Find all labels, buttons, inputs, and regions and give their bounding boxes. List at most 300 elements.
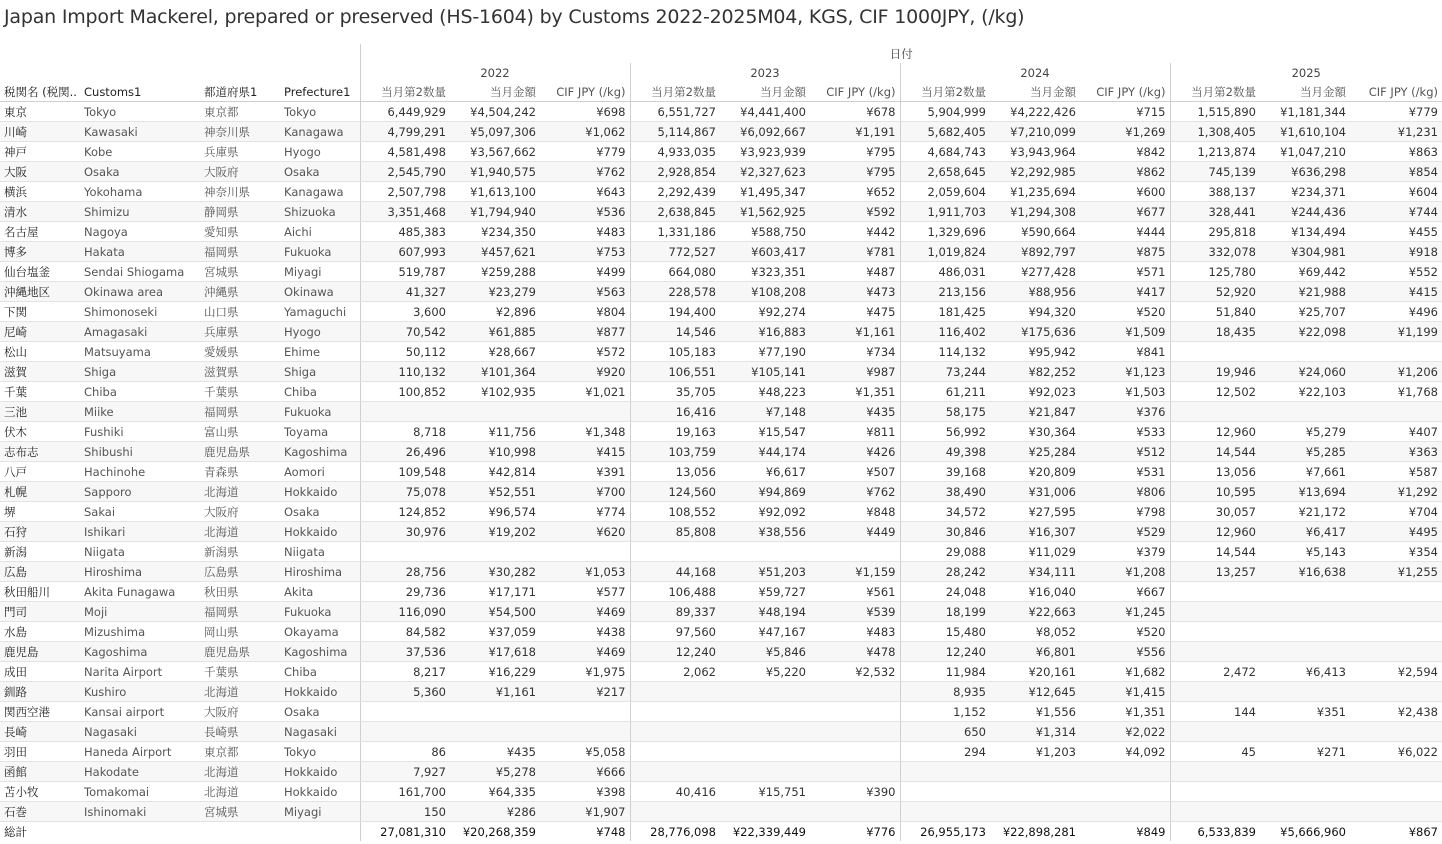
customs-name-jp[interactable]: 成田 [0, 662, 80, 682]
cell-2022-cif-per-kg[interactable]: ¥572 [540, 342, 630, 362]
cell-2024-amount[interactable]: ¥95,942 [990, 342, 1080, 362]
cell-2023-cif-per-kg[interactable] [810, 742, 900, 762]
prefecture-jp[interactable]: 神奈川県 [200, 182, 280, 202]
cell-2025-cif-per-kg[interactable]: ¥1,199 [1350, 322, 1442, 342]
customs-name-en[interactable]: Ishikari [80, 522, 200, 542]
prefecture-en[interactable]: Hokkaido [280, 682, 360, 702]
cell-2025-quantity[interactable]: 13,056 [1170, 462, 1260, 482]
customs-name-jp[interactable]: 神戸 [0, 142, 80, 162]
year-header-2023[interactable]: 2023 [630, 63, 900, 82]
cell-2024-amount[interactable]: ¥27,595 [990, 502, 1080, 522]
cell-2022-quantity[interactable]: 50,112 [360, 342, 450, 362]
customs-name-jp[interactable]: 函館 [0, 762, 80, 782]
prefecture-jp[interactable]: 愛媛県 [200, 342, 280, 362]
cell-2024-quantity[interactable]: 1,019,824 [900, 242, 990, 262]
cell-2024-cif-per-kg[interactable] [1080, 782, 1170, 802]
cell-2023-cif-per-kg[interactable]: ¥795 [810, 142, 900, 162]
customs-name-jp[interactable]: 東京 [0, 102, 80, 122]
cell-2022-cif-per-kg[interactable]: ¥499 [540, 262, 630, 282]
customs-name-jp[interactable]: 博多 [0, 242, 80, 262]
cell-2022-cif-per-kg[interactable]: ¥1,348 [540, 422, 630, 442]
cell-2022-amount[interactable]: ¥435 [450, 742, 540, 762]
prefecture-jp[interactable]: 北海道 [200, 762, 280, 782]
cell-2024-cif-per-kg[interactable]: ¥556 [1080, 642, 1170, 662]
cell-2023-quantity[interactable]: 106,488 [630, 582, 720, 602]
cell-2023-quantity[interactable]: 19,163 [630, 422, 720, 442]
cell-2022-cif-per-kg[interactable]: ¥1,053 [540, 562, 630, 582]
customs-name-jp[interactable]: 清水 [0, 202, 80, 222]
cell-2025-amount[interactable]: ¥271 [1260, 742, 1350, 762]
column-header-2024-quantity[interactable]: 当月第2数量 [900, 82, 990, 102]
cell-2022-quantity[interactable]: 109,548 [360, 462, 450, 482]
cell-2025-amount[interactable] [1260, 782, 1350, 802]
cell-2022-quantity[interactable]: 519,787 [360, 262, 450, 282]
cell-2024-quantity[interactable]: 24,048 [900, 582, 990, 602]
cell-2024-amount[interactable]: ¥94,320 [990, 302, 1080, 322]
cell-2025-cif-per-kg[interactable] [1350, 602, 1442, 622]
cell-2022-quantity[interactable]: 3,600 [360, 302, 450, 322]
cell-2025-amount[interactable]: ¥351 [1260, 702, 1350, 722]
cell-2023-cif-per-kg[interactable]: ¥507 [810, 462, 900, 482]
cell-2024-quantity[interactable]: 56,992 [900, 422, 990, 442]
cell-2024-quantity[interactable]: 4,684,743 [900, 142, 990, 162]
cell-2023-quantity[interactable]: 97,560 [630, 622, 720, 642]
column-header-2022-cif-per-kg[interactable]: CIF JPY (/kg) [540, 82, 630, 102]
cell-2022-quantity[interactable]: 26,496 [360, 442, 450, 462]
cell-2023-amount[interactable] [720, 702, 810, 722]
prefecture-en[interactable]: Aichi [280, 222, 360, 242]
cell-2024-quantity[interactable]: 2,658,645 [900, 162, 990, 182]
cell-2023-amount[interactable]: ¥5,846 [720, 642, 810, 662]
customs-name-en[interactable]: Kobe [80, 142, 200, 162]
cell-2022-cif-per-kg[interactable]: ¥620 [540, 522, 630, 542]
cell-2025-quantity[interactable] [1170, 582, 1260, 602]
cell-2024-cif-per-kg[interactable]: ¥1,503 [1080, 382, 1170, 402]
cell-2025-amount[interactable]: ¥7,661 [1260, 462, 1350, 482]
cell-2025-amount[interactable]: ¥16,638 [1260, 562, 1350, 582]
cell-2024-amount[interactable]: ¥20,809 [990, 462, 1080, 482]
cell-2024-amount[interactable] [990, 802, 1080, 822]
cell-2022-cif-per-kg[interactable]: ¥643 [540, 182, 630, 202]
prefecture-jp[interactable]: 北海道 [200, 522, 280, 542]
cell-2025-quantity[interactable]: 51,840 [1170, 302, 1260, 322]
cell-2023-quantity[interactable]: 103,759 [630, 442, 720, 462]
cell-2024-cif-per-kg[interactable]: ¥520 [1080, 302, 1170, 322]
column-header-2023-cif-per-kg[interactable]: CIF JPY (/kg) [810, 82, 900, 102]
cell-2024-cif-per-kg[interactable]: ¥1,123 [1080, 362, 1170, 382]
customs-name-jp[interactable]: 新潟 [0, 542, 80, 562]
cell-2025-quantity[interactable]: 332,078 [1170, 242, 1260, 262]
cell-2023-amount[interactable] [720, 542, 810, 562]
cell-2024-cif-per-kg[interactable]: ¥531 [1080, 462, 1170, 482]
cell-2023-amount[interactable]: ¥2,327,623 [720, 162, 810, 182]
cell-2024-cif-per-kg[interactable]: ¥529 [1080, 522, 1170, 542]
cell-2023-amount[interactable] [720, 762, 810, 782]
cell-2023-amount[interactable]: ¥51,203 [720, 562, 810, 582]
prefecture-jp[interactable]: 北海道 [200, 782, 280, 802]
cell-2023-cif-per-kg[interactable]: ¥652 [810, 182, 900, 202]
cell-2023-cif-per-kg[interactable]: ¥487 [810, 262, 900, 282]
cell-2025-quantity[interactable]: 2,472 [1170, 662, 1260, 682]
cell-2024-quantity[interactable]: 34,572 [900, 502, 990, 522]
cell-2025-amount[interactable]: ¥22,103 [1260, 382, 1350, 402]
cell-2022-quantity[interactable]: 27,081,310 [360, 822, 450, 842]
customs-name-en[interactable]: Haneda Airport [80, 742, 200, 762]
cell-2024-quantity[interactable]: 30,846 [900, 522, 990, 542]
cell-2023-cif-per-kg[interactable]: ¥1,159 [810, 562, 900, 582]
cell-2023-cif-per-kg[interactable] [810, 762, 900, 782]
customs-name-jp[interactable]: 石巻 [0, 802, 80, 822]
cell-2023-amount[interactable]: ¥588,750 [720, 222, 810, 242]
cell-2022-amount[interactable]: ¥259,288 [450, 262, 540, 282]
customs-name-en[interactable]: Kansai airport [80, 702, 200, 722]
cell-2025-cif-per-kg[interactable]: ¥363 [1350, 442, 1442, 462]
cell-2023-cif-per-kg[interactable]: ¥1,351 [810, 382, 900, 402]
cell-2024-cif-per-kg[interactable]: ¥1,682 [1080, 662, 1170, 682]
cell-2022-quantity[interactable]: 30,976 [360, 522, 450, 542]
cell-2025-quantity[interactable] [1170, 782, 1260, 802]
cell-2022-amount[interactable]: ¥61,885 [450, 322, 540, 342]
cell-2022-quantity[interactable]: 8,217 [360, 662, 450, 682]
customs-name-en[interactable]: Niigata [80, 542, 200, 562]
customs-name-en[interactable]: Yokohama [80, 182, 200, 202]
cell-2025-quantity[interactable] [1170, 762, 1260, 782]
cell-2022-amount[interactable]: ¥10,998 [450, 442, 540, 462]
cell-2023-quantity[interactable] [630, 802, 720, 822]
cell-2024-cif-per-kg[interactable]: ¥875 [1080, 242, 1170, 262]
cell-2025-amount[interactable]: ¥13,694 [1260, 482, 1350, 502]
cell-2023-amount[interactable]: ¥6,092,667 [720, 122, 810, 142]
cell-2022-quantity[interactable]: 37,536 [360, 642, 450, 662]
cell-2022-amount[interactable] [450, 702, 540, 722]
cell-2025-cif-per-kg[interactable]: ¥6,022 [1350, 742, 1442, 762]
year-header-2025[interactable]: 2025 [1291, 65, 1321, 80]
cell-2022-cif-per-kg[interactable]: ¥438 [540, 622, 630, 642]
prefecture-en[interactable]: Hyogo [280, 322, 360, 342]
prefecture-jp[interactable]: 福岡県 [200, 602, 280, 622]
customs-name-en[interactable]: Miike [80, 402, 200, 422]
customs-name-jp[interactable]: 関西空港 [0, 702, 80, 722]
prefecture-en[interactable]: Ehime [280, 342, 360, 362]
cell-2024-amount[interactable]: ¥590,664 [990, 222, 1080, 242]
cell-2022-amount[interactable]: ¥101,364 [450, 362, 540, 382]
prefecture-en[interactable]: Nagasaki [280, 722, 360, 742]
cell-2025-quantity[interactable]: 388,137 [1170, 182, 1260, 202]
cell-2024-quantity[interactable] [900, 762, 990, 782]
cell-2024-cif-per-kg[interactable]: ¥1,509 [1080, 322, 1170, 342]
cell-2023-cif-per-kg[interactable]: ¥776 [810, 822, 900, 842]
cell-2024-cif-per-kg[interactable]: ¥520 [1080, 622, 1170, 642]
cell-2025-amount[interactable]: ¥1,181,344 [1260, 102, 1350, 122]
cell-2023-quantity[interactable]: 1,331,186 [630, 222, 720, 242]
prefecture-jp[interactable]: 福岡県 [200, 242, 280, 262]
cell-2023-amount[interactable]: ¥4,441,400 [720, 102, 810, 122]
prefecture-jp[interactable]: 大阪府 [200, 702, 280, 722]
cell-2022-amount[interactable]: ¥52,551 [450, 482, 540, 502]
cell-2023-cif-per-kg[interactable]: ¥2,532 [810, 662, 900, 682]
cell-2025-quantity[interactable]: 295,818 [1170, 222, 1260, 242]
prefecture-jp[interactable]: 大阪府 [200, 502, 280, 522]
year-header-2022[interactable]: 2022 [360, 63, 630, 82]
cell-2025-amount[interactable]: ¥69,442 [1260, 262, 1350, 282]
cell-2025-quantity[interactable]: 14,544 [1170, 442, 1260, 462]
prefecture-en[interactable]: Aomori [280, 462, 360, 482]
cell-2023-amount[interactable]: ¥22,339,449 [720, 822, 810, 842]
cell-2022-amount[interactable]: ¥286 [450, 802, 540, 822]
cell-2025-quantity[interactable] [1170, 802, 1260, 822]
prefecture-en[interactable]: Chiba [280, 662, 360, 682]
cell-2024-quantity[interactable]: 38,490 [900, 482, 990, 502]
cell-2025-amount[interactable]: ¥636,298 [1260, 162, 1350, 182]
cell-2023-cif-per-kg[interactable]: ¥811 [810, 422, 900, 442]
cell-2025-cif-per-kg[interactable] [1350, 582, 1442, 602]
cell-2025-cif-per-kg[interactable] [1350, 782, 1442, 802]
cell-2023-quantity[interactable]: 4,933,035 [630, 142, 720, 162]
customs-name-en[interactable]: Chiba [80, 382, 200, 402]
cell-2024-amount[interactable]: ¥1,556 [990, 702, 1080, 722]
cell-2024-amount[interactable]: ¥21,847 [990, 402, 1080, 422]
cell-2024-cif-per-kg[interactable]: ¥1,208 [1080, 562, 1170, 582]
cell-2024-amount[interactable]: ¥34,111 [990, 562, 1080, 582]
cell-2025-cif-per-kg[interactable] [1350, 722, 1442, 742]
cell-2022-amount[interactable]: ¥54,500 [450, 602, 540, 622]
cell-2022-quantity[interactable]: 75,078 [360, 482, 450, 502]
cell-2025-amount[interactable] [1260, 622, 1350, 642]
cell-2023-quantity[interactable]: 108,552 [630, 502, 720, 522]
column-header-customs-en[interactable]: Customs1 [80, 82, 200, 102]
cell-2024-amount[interactable]: ¥31,006 [990, 482, 1080, 502]
prefecture-jp[interactable]: 東京都 [200, 102, 280, 122]
column-header-customs-jp[interactable]: 税関名 (税関.. [0, 82, 80, 102]
cell-2023-quantity[interactable]: 106,551 [630, 362, 720, 382]
cell-2025-cif-per-kg[interactable] [1350, 342, 1442, 362]
cell-2024-cif-per-kg[interactable]: ¥417 [1080, 282, 1170, 302]
cell-2023-quantity[interactable] [630, 762, 720, 782]
cell-2024-cif-per-kg[interactable]: ¥571 [1080, 262, 1170, 282]
cell-2024-amount[interactable]: ¥25,284 [990, 442, 1080, 462]
cell-2025-amount[interactable]: ¥1,610,104 [1260, 122, 1350, 142]
customs-name-en[interactable]: Shibushi [80, 442, 200, 462]
cell-2024-amount[interactable]: ¥1,235,694 [990, 182, 1080, 202]
cell-2023-amount[interactable]: ¥3,923,939 [720, 142, 810, 162]
prefecture-jp[interactable]: 兵庫県 [200, 322, 280, 342]
cell-2025-amount[interactable] [1260, 342, 1350, 362]
cell-2025-cif-per-kg[interactable] [1350, 682, 1442, 702]
prefecture-jp[interactable]: 山口県 [200, 302, 280, 322]
cell-2023-cif-per-kg[interactable]: ¥1,191 [810, 122, 900, 142]
cell-2023-cif-per-kg[interactable]: ¥475 [810, 302, 900, 322]
cell-2023-quantity[interactable]: 14,546 [630, 322, 720, 342]
cell-2024-amount[interactable]: ¥92,023 [990, 382, 1080, 402]
cell-2022-quantity[interactable]: 6,449,929 [360, 102, 450, 122]
prefecture-en[interactable]: Akita [280, 582, 360, 602]
cell-2022-quantity[interactable]: 2,507,798 [360, 182, 450, 202]
cell-2024-quantity[interactable]: 18,199 [900, 602, 990, 622]
cell-2025-cif-per-kg[interactable]: ¥867 [1350, 822, 1442, 842]
customs-name-jp[interactable]: 水島 [0, 622, 80, 642]
cell-2023-amount[interactable]: ¥77,190 [720, 342, 810, 362]
cell-2024-cif-per-kg[interactable]: ¥862 [1080, 162, 1170, 182]
prefecture-jp[interactable]: 長崎県 [200, 722, 280, 742]
prefecture-jp[interactable]: 千葉県 [200, 382, 280, 402]
cell-2022-cif-per-kg[interactable]: ¥748 [540, 822, 630, 842]
cell-2023-cif-per-kg[interactable] [810, 722, 900, 742]
prefecture-en[interactable]: Niigata [280, 542, 360, 562]
customs-name-en[interactable]: Kawasaki [80, 122, 200, 142]
cell-2024-quantity[interactable] [900, 782, 990, 802]
cell-2023-quantity[interactable]: 772,527 [630, 242, 720, 262]
cell-2024-amount[interactable]: ¥892,797 [990, 242, 1080, 262]
cell-2025-cif-per-kg[interactable]: ¥552 [1350, 262, 1442, 282]
cell-2024-quantity[interactable]: 486,031 [900, 262, 990, 282]
customs-name-en[interactable]: Hakodate [80, 762, 200, 782]
cell-2023-cif-per-kg[interactable]: ¥390 [810, 782, 900, 802]
prefecture-jp[interactable]: 滋賀県 [200, 362, 280, 382]
customs-name-en[interactable]: Akita Funagawa [80, 582, 200, 602]
cell-2023-amount[interactable]: ¥5,220 [720, 662, 810, 682]
cell-2025-cif-per-kg[interactable]: ¥587 [1350, 462, 1442, 482]
cell-2022-amount[interactable] [450, 402, 540, 422]
cell-2024-amount[interactable]: ¥1,294,308 [990, 202, 1080, 222]
cell-2022-amount[interactable]: ¥19,202 [450, 522, 540, 542]
customs-name-en[interactable]: Osaka [80, 162, 200, 182]
cell-2022-amount[interactable]: ¥20,268,359 [450, 822, 540, 842]
cell-2022-quantity[interactable]: 4,799,291 [360, 122, 450, 142]
cell-2025-quantity[interactable]: 45 [1170, 742, 1260, 762]
cell-2023-amount[interactable] [720, 742, 810, 762]
column-header-2025-cif-per-kg[interactable]: CIF JPY (/kg) [1350, 82, 1442, 102]
cell-2025-amount[interactable] [1260, 802, 1350, 822]
cell-2025-amount[interactable]: ¥6,417 [1260, 522, 1350, 542]
cell-2023-quantity[interactable]: 105,183 [630, 342, 720, 362]
cell-2022-amount[interactable]: ¥2,896 [450, 302, 540, 322]
customs-name-en[interactable]: Mizushima [80, 622, 200, 642]
cell-2022-quantity[interactable]: 29,736 [360, 582, 450, 602]
cell-2024-amount[interactable]: ¥20,161 [990, 662, 1080, 682]
column-header-2022-quantity[interactable]: 当月第2数量 [360, 82, 450, 102]
cell-2022-quantity[interactable]: 100,852 [360, 382, 450, 402]
customs-name-en[interactable]: Nagoya [80, 222, 200, 242]
cell-2023-amount[interactable]: ¥1,562,925 [720, 202, 810, 222]
cell-2022-cif-per-kg[interactable]: ¥469 [540, 602, 630, 622]
cell-2025-quantity[interactable]: 12,960 [1170, 522, 1260, 542]
cell-2022-quantity[interactable]: 110,132 [360, 362, 450, 382]
prefecture-jp[interactable]: 宮城県 [200, 802, 280, 822]
cell-2024-cif-per-kg[interactable]: ¥798 [1080, 502, 1170, 522]
cell-2024-cif-per-kg[interactable]: ¥533 [1080, 422, 1170, 442]
customs-name-en[interactable]: Kushiro [80, 682, 200, 702]
cell-2022-cif-per-kg[interactable]: ¥753 [540, 242, 630, 262]
cell-2025-quantity[interactable]: 30,057 [1170, 502, 1260, 522]
customs-name-en[interactable]: Tomakomai [80, 782, 200, 802]
cell-2022-quantity[interactable]: 84,582 [360, 622, 450, 642]
customs-name-jp[interactable]: 名古屋 [0, 222, 80, 242]
cell-2023-quantity[interactable] [630, 722, 720, 742]
cell-2024-quantity[interactable]: 213,156 [900, 282, 990, 302]
prefecture-jp[interactable]: 富山県 [200, 422, 280, 442]
cell-2025-quantity[interactable]: 144 [1170, 702, 1260, 722]
prefecture-en[interactable]: Okayama [280, 622, 360, 642]
customs-name-jp[interactable]: 門司 [0, 602, 80, 622]
customs-name-en[interactable]: Ishinomaki [80, 802, 200, 822]
cell-2023-quantity[interactable]: 13,056 [630, 462, 720, 482]
cell-2024-cif-per-kg[interactable]: ¥841 [1080, 342, 1170, 362]
cell-2025-cif-per-kg[interactable]: ¥407 [1350, 422, 1442, 442]
cell-2022-quantity[interactable]: 7,927 [360, 762, 450, 782]
cell-2024-amount[interactable]: ¥22,898,281 [990, 822, 1080, 842]
cell-2025-cif-per-kg[interactable]: ¥1,768 [1350, 382, 1442, 402]
customs-name-jp[interactable]: 札幌 [0, 482, 80, 502]
cell-2023-amount[interactable]: ¥16,883 [720, 322, 810, 342]
cell-2024-quantity[interactable]: 58,175 [900, 402, 990, 422]
customs-name-jp[interactable]: 長崎 [0, 722, 80, 742]
cell-2025-quantity[interactable]: 1,308,405 [1170, 122, 1260, 142]
customs-name-jp[interactable]: 八戸 [0, 462, 80, 482]
cell-2025-quantity[interactable]: 1,515,890 [1170, 102, 1260, 122]
customs-name-en[interactable]: Sakai [80, 502, 200, 522]
cell-2024-cif-per-kg[interactable]: ¥849 [1080, 822, 1170, 842]
cell-2023-cif-per-kg[interactable]: ¥561 [810, 582, 900, 602]
cell-2023-quantity[interactable] [630, 702, 720, 722]
cell-2023-quantity[interactable] [630, 742, 720, 762]
cell-2023-quantity[interactable] [630, 542, 720, 562]
cell-2025-cif-per-kg[interactable]: ¥2,594 [1350, 662, 1442, 682]
cell-2022-cif-per-kg[interactable] [540, 402, 630, 422]
customs-name-jp[interactable]: 川崎 [0, 122, 80, 142]
prefecture-jp[interactable]: 北海道 [200, 682, 280, 702]
customs-name-jp[interactable]: 石狩 [0, 522, 80, 542]
cell-2022-quantity[interactable] [360, 542, 450, 562]
cell-2023-cif-per-kg[interactable] [810, 682, 900, 702]
customs-name-en[interactable]: Narita Airport [80, 662, 200, 682]
prefecture-en[interactable]: Hyogo [280, 142, 360, 162]
cell-2024-quantity[interactable]: 1,911,703 [900, 202, 990, 222]
cell-2025-amount[interactable]: ¥5,279 [1260, 422, 1350, 442]
cell-2024-cif-per-kg[interactable]: ¥1,351 [1080, 702, 1170, 722]
cell-2022-amount[interactable]: ¥30,282 [450, 562, 540, 582]
cell-2022-amount[interactable]: ¥16,229 [450, 662, 540, 682]
cell-2022-amount[interactable] [450, 722, 540, 742]
customs-name-en[interactable]: Hiroshima [80, 562, 200, 582]
cell-2025-quantity[interactable]: 12,960 [1170, 422, 1260, 442]
prefecture-jp[interactable]: 鹿児島県 [200, 642, 280, 662]
prefecture-jp[interactable]: 東京都 [200, 742, 280, 762]
customs-name-en[interactable]: Kagoshima [80, 642, 200, 662]
customs-name-jp[interactable]: 尼崎 [0, 322, 80, 342]
cell-2023-quantity[interactable]: 2,638,845 [630, 202, 720, 222]
cell-2025-quantity[interactable] [1170, 342, 1260, 362]
cell-2025-cif-per-kg[interactable]: ¥704 [1350, 502, 1442, 522]
column-header-2023-quantity[interactable]: 当月第2数量 [630, 82, 720, 102]
cell-2023-cif-per-kg[interactable]: ¥442 [810, 222, 900, 242]
cell-2025-amount[interactable]: ¥5,143 [1260, 542, 1350, 562]
cell-2023-cif-per-kg[interactable]: ¥781 [810, 242, 900, 262]
cell-2022-amount[interactable]: ¥64,335 [450, 782, 540, 802]
cell-2024-amount[interactable]: ¥1,314 [990, 722, 1080, 742]
cell-2024-amount[interactable]: ¥16,307 [990, 522, 1080, 542]
cell-2023-quantity[interactable]: 89,337 [630, 602, 720, 622]
cell-2023-quantity[interactable]: 40,416 [630, 782, 720, 802]
customs-name-jp[interactable]: 松山 [0, 342, 80, 362]
cell-2023-quantity[interactable]: 228,578 [630, 282, 720, 302]
customs-name-en[interactable]: Matsuyama [80, 342, 200, 362]
cell-2022-amount[interactable]: ¥457,621 [450, 242, 540, 262]
cell-2025-quantity[interactable]: 328,441 [1170, 202, 1260, 222]
cell-2022-amount[interactable]: ¥3,567,662 [450, 142, 540, 162]
cell-2022-amount[interactable]: ¥5,278 [450, 762, 540, 782]
cell-2023-cif-per-kg[interactable]: ¥426 [810, 442, 900, 462]
cell-2023-cif-per-kg[interactable]: ¥449 [810, 522, 900, 542]
